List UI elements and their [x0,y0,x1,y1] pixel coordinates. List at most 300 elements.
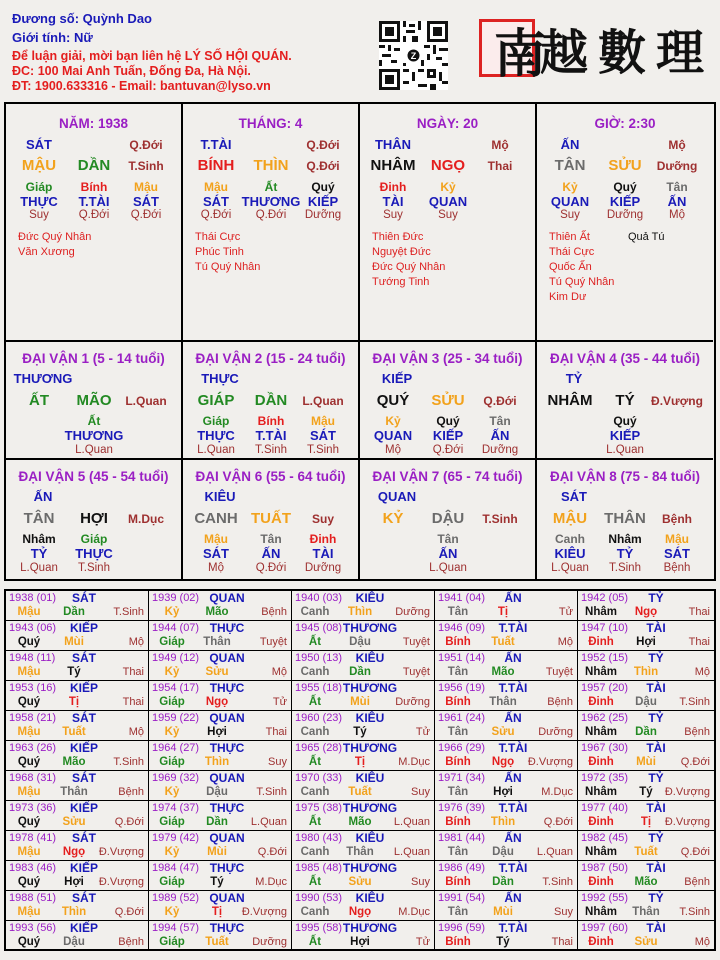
hidden-stem: Bính [257,414,285,428]
dai-van-branch: MÃO [76,392,112,409]
year-stage: Dưỡng [395,606,430,618]
year-cell[interactable] [149,741,292,770]
year-branch: Dậu [63,936,85,948]
pillar-title: NĂM: 1938 [58,116,129,131]
year-ten-god: KIẾP [69,681,99,695]
year-ten-god: ẤN [504,891,522,905]
pillar-stem-stage: Q.Đới [306,138,340,152]
year-cell[interactable] [6,621,149,650]
year-stage: Tuyệt [402,666,430,678]
year-age: 1985 (48) [295,862,343,874]
year-ten-god: SÁT [72,651,96,665]
year-cell[interactable] [6,651,149,680]
year-stage: Tuyệt [259,636,287,648]
year-ten-god: QUAN [209,771,245,785]
hidden-ten-god: ẤN [438,546,458,561]
dai-van-ten-god: THỰC [201,371,239,386]
year-stem: Kỷ [164,726,180,738]
year-ten-god: THƯƠNG [342,801,398,815]
year-branch: Thìn [490,816,516,828]
dai-van-7 [360,460,537,579]
hidden-stem: Giáp [202,414,230,428]
dai-van-stem: MẬU [552,510,588,527]
year-branch: Sửu [205,666,229,678]
year-age: 1965 (28) [295,742,343,754]
year-stage: T.Sinh [679,696,710,708]
year-stage: Suy [268,756,287,768]
year-stem: Tân [447,846,469,858]
year-age: 1977 (40) [581,802,629,814]
year-age: 1959 (22) [152,712,200,724]
year-stem: Tân [447,606,469,618]
year-cell[interactable] [6,831,149,860]
year-stem: Kỷ [164,846,180,858]
year-branch: Dậu [206,786,228,798]
year-branch: Thìn [61,906,87,918]
year-age: 1986 (49) [438,862,486,874]
year-ten-god: KIÊU [355,711,385,725]
dai-van-2 [183,342,360,460]
year-branch: Thìn [633,666,659,678]
year-stem: Bính [445,876,471,888]
brand-logo-text: 越數理 [540,25,715,81]
year-ten-god: T.TÀI [498,921,528,935]
year-stem: Ất [308,696,322,708]
dai-van-title: ĐẠI VẬN 3 (25 - 34 tuổi) [372,351,523,366]
year-ten-god: THƯƠNG [342,741,398,755]
subject-gender: Giới tính: Nữ [12,30,93,45]
hidden-ten-god: TÀI [312,546,334,561]
year-stem: Giáp [159,636,185,648]
year-branch: Ngọ [634,606,658,618]
year-cell[interactable] [6,591,149,620]
year-ten-god: SÁT [72,831,96,845]
year-ten-god: T.TÀI [498,741,528,755]
year-stage: Dưỡng [252,936,287,948]
year-age: 1990 (53) [295,892,343,904]
year-cell[interactable] [435,681,578,710]
year-ten-god: KIÊU [355,891,385,905]
dai-van-1 [6,342,183,460]
year-branch: Thìn [347,606,373,618]
year-branch: Mão [491,666,515,678]
special-stars-list [195,230,260,275]
year-stage: Bệnh [684,876,710,888]
year-cell[interactable] [435,801,578,830]
contact-line-1: Để luận giải, mời bạn liên hệ LÝ SỐ HỘI QUÁN. [12,49,292,63]
year-stem: Kỷ [164,666,180,678]
year-age: 1938 (01) [9,592,57,604]
hidden-stem: Quý [613,414,637,428]
year-stage: Tuyệt [545,666,573,678]
year-cell[interactable] [149,921,292,950]
year-cell[interactable] [435,831,578,860]
year-stem: Quý [17,756,41,768]
year-ten-god: TỶ [648,591,664,605]
year-ten-god: TÀI [646,921,666,935]
year-cell[interactable] [578,921,714,950]
year-ten-god: TÀI [646,681,666,695]
hidden-stage: L.Quan [197,444,235,456]
year-cell[interactable] [149,771,292,800]
year-cell[interactable] [435,711,578,740]
year-ten-god: KIẾP [69,801,99,815]
year-branch: Dậu [349,636,371,648]
year-stem: Canh [300,846,330,858]
special-stars-list [18,230,91,260]
hidden-stem: Quý [436,414,460,428]
year-stage: Suy [411,876,430,888]
year-age: 1955 (18) [295,682,343,694]
year-stage: M.Dục [541,786,573,798]
hidden-stem: Đinh [309,532,337,546]
year-ten-god: TÀI [646,741,666,755]
year-ten-god: THỰC [209,621,245,635]
year-age: 1997 (60) [581,922,629,934]
year-stem: Giáp [159,816,185,828]
hidden-stage: T.Sinh [307,444,339,456]
year-stem: Nhâm [585,666,617,678]
hidden-stem: Quý [311,180,335,194]
pillar-stem-stage: Q.Đới [129,138,163,152]
year-cell[interactable] [149,831,292,860]
earthly-branch: NGỌ [430,157,466,174]
year-cell[interactable] [435,921,578,950]
hidden-stage: L.Quan [20,562,58,574]
dai-van-title: ĐẠI VẬN 7 (65 - 74 tuổi) [372,469,523,484]
year-cell[interactable] [435,861,578,890]
year-age: 1943 (06) [9,622,57,634]
hidden-ten-god: THỰC [75,546,113,561]
hidden-stage: T.Sinh [78,562,110,574]
year-cell[interactable] [292,771,435,800]
year-age: 1941 (04) [438,592,486,604]
dai-van-stage: M.Dục [128,512,164,526]
year-stage: Bệnh [118,786,144,798]
hidden-stage: Q.Đới [78,209,110,221]
year-stem: Quý [17,636,41,648]
year-cell[interactable] [578,891,714,920]
year-cell[interactable] [435,591,578,620]
year-stem: Mậu [17,606,41,618]
year-age: 1954 (17) [152,682,200,694]
year-age: 1973 (36) [9,802,57,814]
hidden-stage: Dưỡng [304,562,342,574]
year-cell[interactable] [6,741,149,770]
year-cell[interactable] [292,681,435,710]
year-cell[interactable] [6,891,149,920]
year-cell[interactable] [435,741,578,770]
year-stem: Quý [17,816,41,828]
year-age: 1953 (16) [9,682,57,694]
year-age: 1957 (20) [581,682,629,694]
dai-van-title: ĐẠI VẬN 6 (55 - 64 tuổi) [195,469,346,484]
year-cell[interactable] [578,681,714,710]
pillar-day [360,104,537,342]
year-stem: Tân [447,786,469,798]
year-cell[interactable] [292,891,435,920]
year-cell[interactable] [292,831,435,860]
year-cell[interactable] [292,801,435,830]
year-branch: Thân [489,696,517,708]
year-stage: Q.Đới [543,816,573,828]
dai-van-branch: THÂN [604,510,646,527]
pillar-month [183,104,360,342]
year-age: 1947 (10) [581,622,629,634]
dai-van-stage: Bệnh [662,512,692,526]
year-stage: Đ.Vượng [98,876,144,888]
contact-address: ĐC: 100 Mai Anh Tuấn, Đống Đa, Hà Nội. [12,64,251,78]
year-stem: Kỷ [164,606,180,618]
pillar-title: GIỜ: 2:30 [594,116,656,131]
year-stage: Suy [411,786,430,798]
year-ten-god: TÀI [646,861,666,875]
year-age: 1946 (09) [438,622,486,634]
dai-van-stage: L.Quan [125,394,167,408]
year-age: 1976 (39) [438,802,486,814]
year-stem: Nhâm [585,606,617,618]
earthly-branch: SỬU [608,157,642,174]
hidden-ten-god: THƯƠNG [64,428,124,443]
year-cell[interactable] [292,861,435,890]
hidden-stage: Dưỡng [481,444,519,456]
year-stem: Mậu [17,846,41,858]
contact-phone-email: ĐT: 1900.633316 - Email: bantuvan@lyso.vn [12,79,271,93]
year-branch: Tị [68,696,80,708]
year-cell[interactable] [6,921,149,950]
dai-van-stem: CANH [194,510,238,527]
year-ten-god: TÀI [646,801,666,815]
hidden-ten-god: THỰC [197,428,235,443]
dai-van-ten-god: TỶ [565,371,583,386]
hidden-stem: Bính [80,180,108,194]
year-stage: Dưỡng [538,726,573,738]
year-cell[interactable] [149,711,292,740]
hidden-ten-god: T.TÀI [255,428,287,443]
year-cell[interactable] [149,861,292,890]
year-branch: Tý [210,876,224,888]
branch-stage: Q.Đới [306,159,340,173]
year-cell[interactable] [578,861,714,890]
year-cell[interactable] [435,891,578,920]
year-age: 1948 (11) [9,652,56,664]
pillar-grid [4,102,716,581]
year-branch: Dần [635,726,657,738]
hidden-stage: L.Quan [75,444,113,456]
year-stage: Q.Đới [257,846,287,858]
year-cell[interactable] [578,651,714,680]
year-stage: Q.Đới [680,846,710,858]
year-row [6,711,714,741]
year-stem: Đinh [588,936,614,948]
dai-van-stage: T.Sinh [482,512,518,526]
year-cell[interactable] [435,651,578,680]
seal-character: 南 [494,24,547,85]
year-branch: Mão [348,816,372,828]
dai-van-branch: DẦN [254,392,288,409]
year-stage: Dưỡng [395,696,430,708]
hidden-stage: T.Sinh [255,444,287,456]
year-age: 1945 (08) [295,622,343,634]
hidden-stem: Tân [437,532,459,546]
year-stem: Canh [300,606,330,618]
dai-van-5 [6,460,183,579]
year-stage: M.Dục [398,756,430,768]
hidden-stem: Tân [489,414,511,428]
hidden-stage: Q.Đới [432,444,464,456]
year-stem: Canh [300,786,330,798]
hidden-stage: Bệnh [663,562,691,574]
dai-van-branch: HỢI [80,510,108,527]
year-branch: Tị [640,816,652,828]
year-ten-god: TỶ [648,651,664,665]
year-stem: Ất [308,936,322,948]
year-stage: Đ.Vượng [241,906,287,918]
hidden-stage: Q.Đới [255,562,287,574]
pillar-title: NGÀY: 20 [416,116,479,131]
branch-stage: T.Sinh [128,159,164,173]
year-age: 1972 (35) [581,772,629,784]
year-cell[interactable] [149,651,292,680]
year-stem: Nhâm [585,846,617,858]
hidden-stage: Q.Đới [130,209,162,221]
year-cell[interactable] [292,711,435,740]
year-cell[interactable] [149,891,292,920]
year-row [6,921,714,951]
chart-header [12,10,372,94]
dai-van-branch: SỬU [431,392,465,409]
dai-van-branch: TÝ [615,392,635,409]
year-ten-god: ẤN [504,831,522,845]
year-cell[interactable] [6,771,149,800]
year-stem: Tân [447,906,469,918]
qr-code-icon[interactable] [379,21,448,90]
year-ten-god: ẤN [504,711,522,725]
year-cell[interactable] [578,741,714,770]
year-stem: Tân [447,666,469,678]
year-stage: T.Sinh [113,756,144,768]
year-cell[interactable] [6,801,149,830]
hidden-ten-god: THƯƠNG [241,194,301,209]
year-age: 1974 (37) [152,802,200,814]
year-age: 1960 (23) [295,712,343,724]
year-cell[interactable] [435,771,578,800]
year-ten-god: THỰC [209,801,245,815]
year-ten-god: QUAN [209,711,245,725]
year-stem: Mậu [17,786,41,798]
year-branch: Dậu [492,846,514,858]
year-ten-god: TÀI [646,621,666,635]
year-cell[interactable] [578,801,714,830]
year-cell[interactable] [435,621,578,650]
hidden-stage: T.Sinh [609,562,641,574]
year-cell[interactable] [578,591,714,620]
dai-van-branch: DẬU [431,510,465,527]
dai-van-title: ĐẠI VẬN 4 (35 - 44 tuổi) [549,351,701,366]
pillar-ten-god: T.TÀI [200,137,232,152]
year-stem: Đinh [588,636,614,648]
year-cell[interactable] [292,651,435,680]
year-row [6,831,714,861]
year-cell[interactable] [149,801,292,830]
hidden-stage: L.Quan [429,562,467,574]
year-stem: Quý [17,876,41,888]
year-cell[interactable] [292,921,435,950]
special-star: Thái Cực [549,246,595,258]
hidden-ten-god: TÀI [382,194,404,209]
hidden-stage: Mộ [385,444,401,456]
year-age: 1987 (50) [581,862,629,874]
year-stem: Ất [308,636,322,648]
hidden-stem: Mậu [311,414,335,428]
special-stars-list [549,230,614,305]
special-stars-list [372,230,445,290]
year-age: 1969 (32) [152,772,200,784]
year-stage: M.Dục [255,876,287,888]
year-branch: Ngọ [348,906,372,918]
year-age: 1983 (46) [9,862,57,874]
year-branch: Thân [346,846,374,858]
year-ten-god: KIÊU [355,771,385,785]
year-stage: Bệnh [684,726,710,738]
year-ten-god: T.TÀI [498,801,528,815]
hidden-ten-god: T.TÀI [78,194,110,209]
year-cell[interactable] [149,591,292,620]
year-ten-god: T.TÀI [498,621,528,635]
year-cell[interactable] [6,681,149,710]
year-ten-god: THỰC [209,681,245,695]
year-cell[interactable] [578,711,714,740]
year-branch: Mão [634,876,658,888]
hidden-stem: Ất [87,414,101,428]
year-age: 1940 (03) [295,592,343,604]
special-star: Thái Cực [195,231,241,243]
hidden-stage: L.Quan [606,444,644,456]
year-cell[interactable] [292,741,435,770]
branch-stage: Dưỡng [656,159,698,173]
year-cell[interactable] [578,771,714,800]
year-age: 1995 (58) [295,922,343,934]
year-cell[interactable] [149,681,292,710]
year-cell[interactable] [578,831,714,860]
year-row [6,681,714,711]
year-branch: Sửu [491,726,515,738]
year-stage: Suy [554,906,573,918]
year-ten-god: KIẾP [69,861,99,875]
year-branch: Tuất [205,936,229,948]
year-stem: Giáp [159,876,185,888]
year-branch: Tý [496,936,510,948]
year-cell[interactable] [292,591,435,620]
year-cell[interactable] [6,711,149,740]
year-cell[interactable] [6,861,149,890]
year-cell[interactable] [149,621,292,650]
year-stage: Q.Đới [680,756,710,768]
year-branch: Hợi [350,936,370,948]
hidden-stem: Mậu [204,532,228,546]
year-stage: Thai [688,636,710,648]
year-cell[interactable] [578,621,714,650]
year-cell[interactable] [292,621,435,650]
year-branch: Mùi [207,846,227,858]
year-stage: Đ.Vượng [664,786,710,798]
year-stage: T.Sinh [542,876,573,888]
hidden-stem: Mậu [665,532,689,546]
year-ten-god: THỰC [209,921,245,935]
year-branch: Sửu [348,876,372,888]
dai-van-stage: Suy [311,512,335,526]
year-stage: Tuyệt [402,636,430,648]
